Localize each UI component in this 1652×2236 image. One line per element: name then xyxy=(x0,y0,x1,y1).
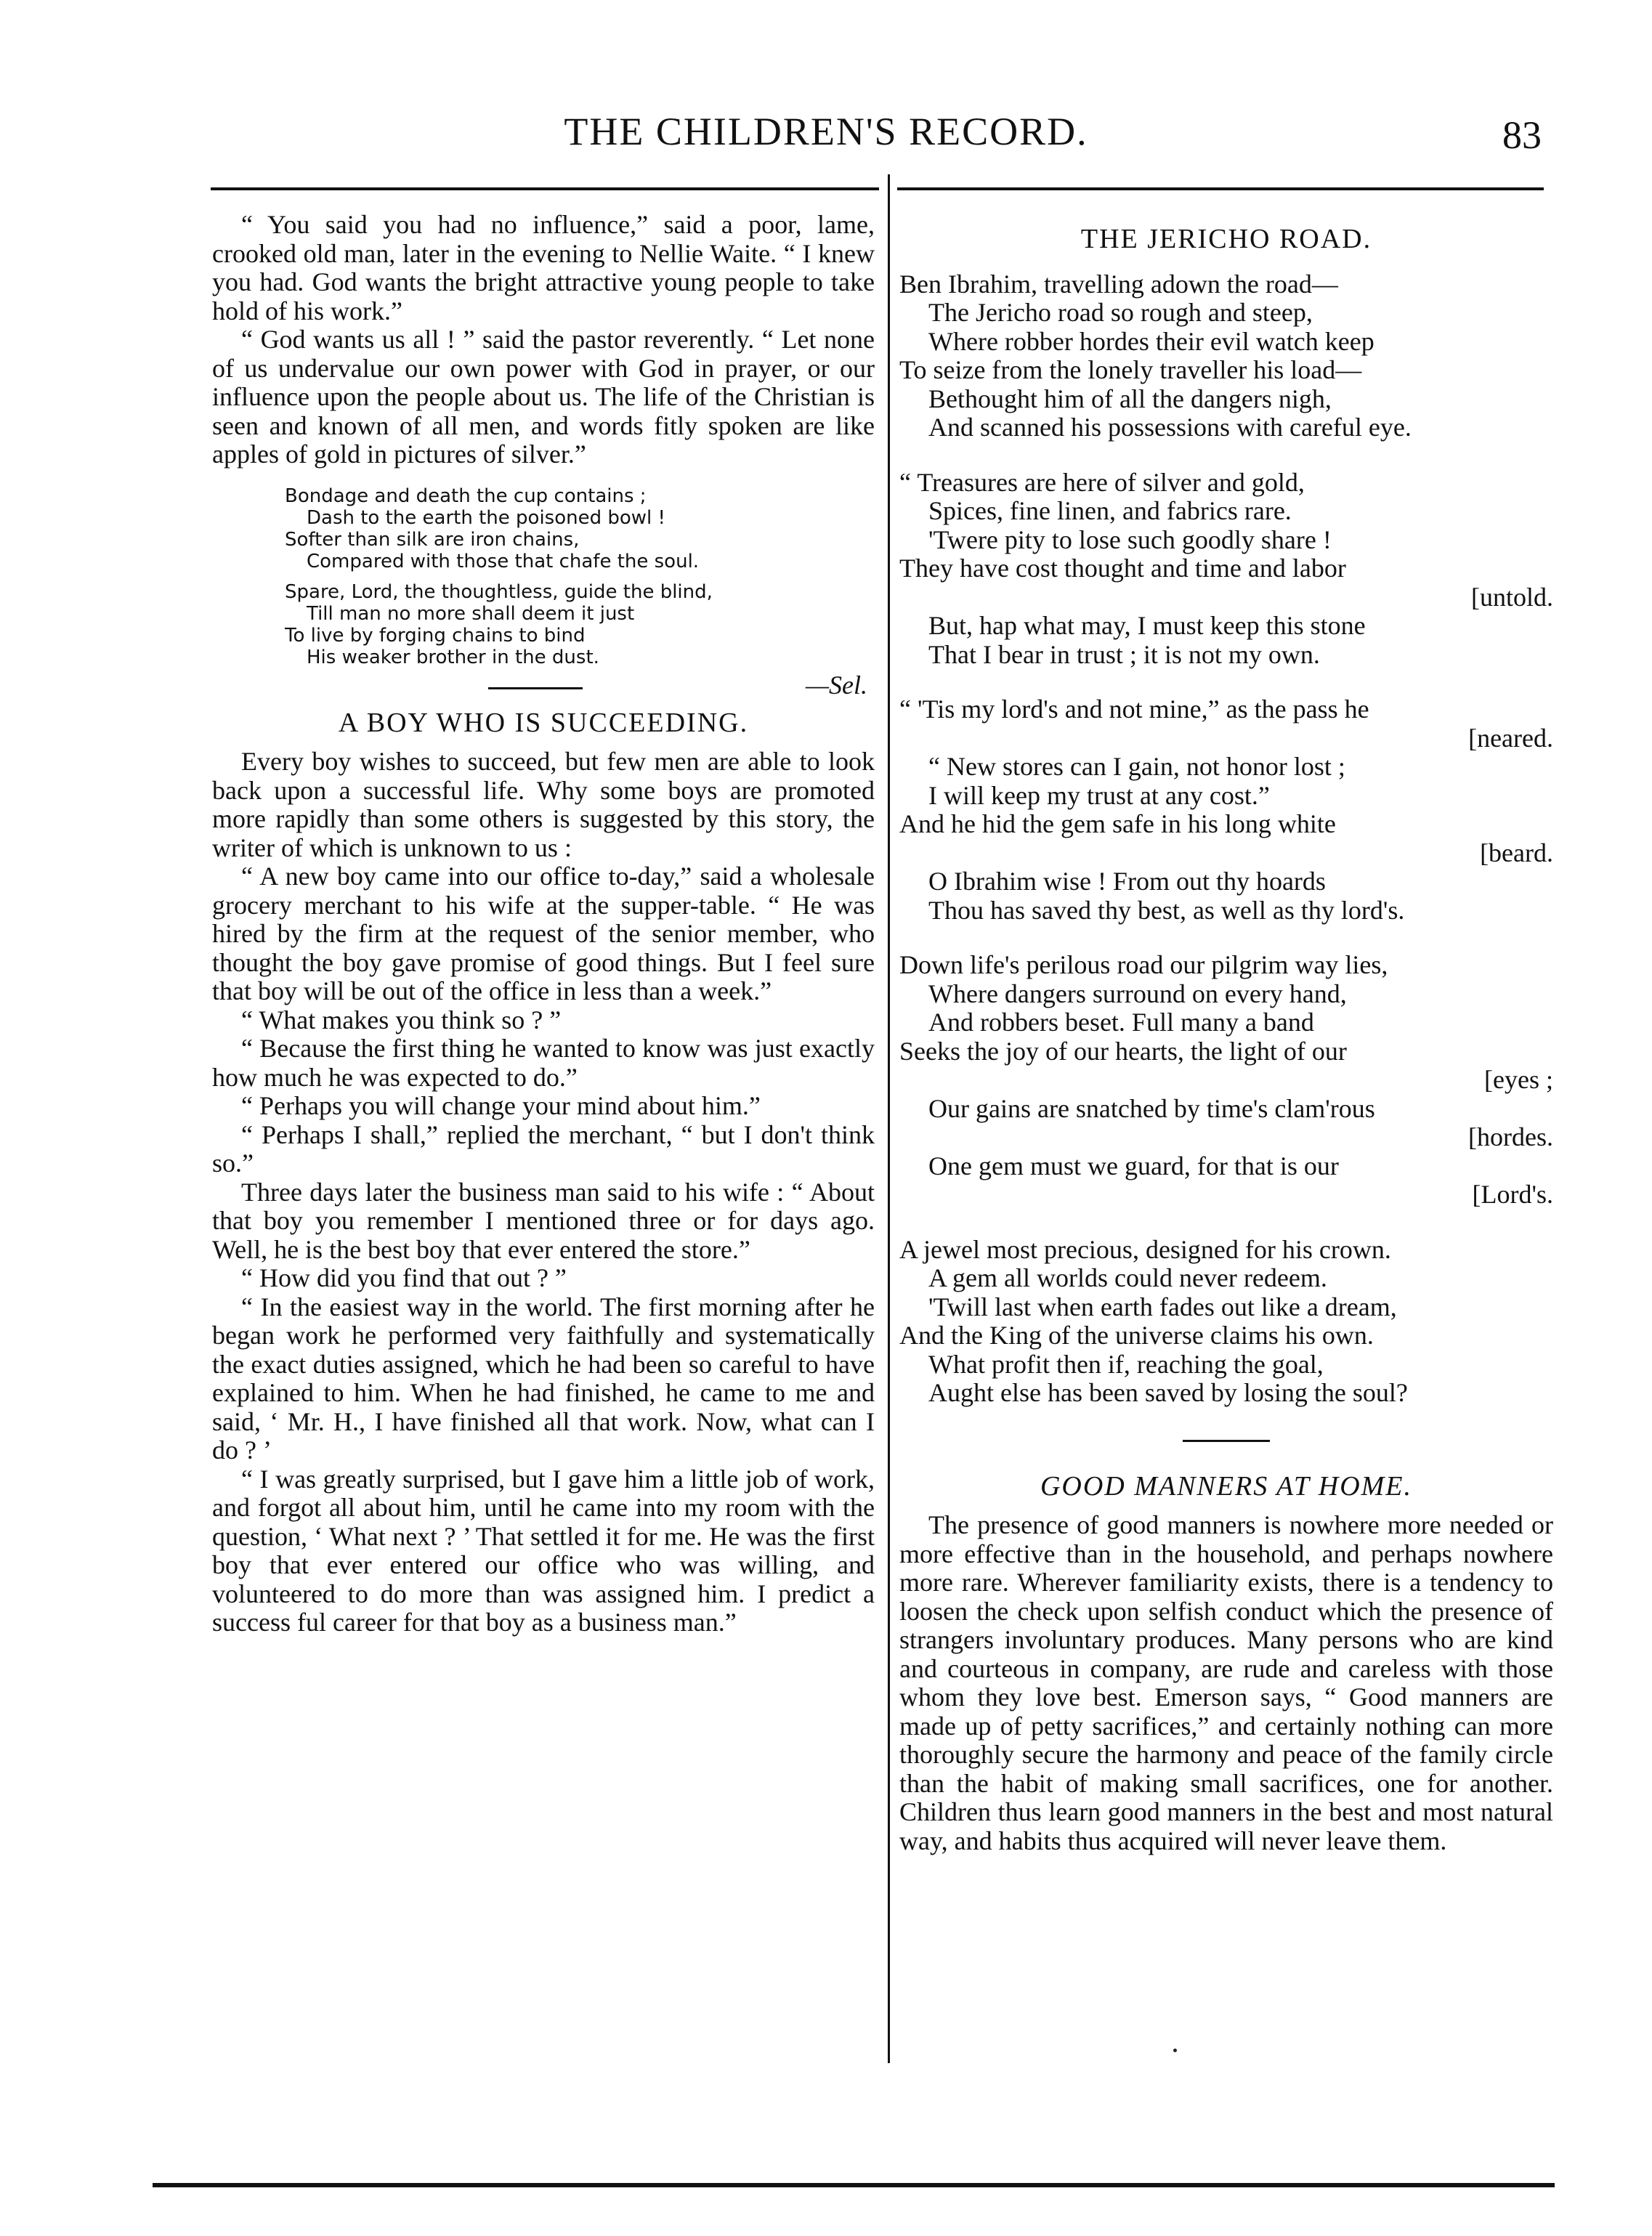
poem-line: But, hap what may, I must keep this stone xyxy=(928,611,1366,640)
section-rule xyxy=(488,687,583,689)
poem-line: I will keep my trust at any cost.” xyxy=(928,780,1270,810)
verse-line: His weaker brother in the dust. xyxy=(307,646,599,668)
verse-line: Dash to the earth the poisoned bowl ! xyxy=(307,506,665,529)
page-number: 83 xyxy=(1502,113,1542,157)
verse-line: Softer than silk are iron chains, xyxy=(285,528,580,551)
poem-line: They have cost thought and time and labor xyxy=(899,554,1346,583)
poem-line: “ 'Tis my lord's and not mine,” as the pass he xyxy=(899,694,1369,724)
poem-line: To seize from the lonely traveller his load— xyxy=(899,355,1362,384)
poem-line: 'Twill last when earth fades out like a dream, xyxy=(928,1292,1397,1321)
poem-line: [eyes ; xyxy=(1484,1065,1553,1094)
paragraph: “ In the easiest way in the world. The first morning after he began work he performed very faithfully and systematically the exact duties assigned, which he had been so careful to have explained to him. When he had finished, he came to me and said, ‘ Mr. H., I have finished all that work. Now, what can I do ? ’ xyxy=(212,1292,875,1465)
poem-line: “ New stores can I gain, not honor lost ; xyxy=(928,752,1345,781)
verse-line: Till man no more shall deem it just xyxy=(307,602,635,625)
paragraph: “ I was greatly surprised, but I gave him a little job of work, and forgot all about him, until he came into my room with the question, ‘ What next ? ’ That settled it for me. He was the first boy that ever entered our office who was willing, and volunteered to do more than was assigned him. I predict a success ful career for that boy as a business man.” xyxy=(212,1464,875,1637)
poem-line: [Lord's. xyxy=(1472,1180,1553,1209)
poem-line: Thou has saved thy best, as well as thy lord's. xyxy=(928,895,1405,925)
poem-line: A jewel most precious, designed for his crown. xyxy=(899,1234,1391,1264)
page-header-title: THE CHILDREN'S RECORD. xyxy=(564,110,1088,153)
poem-line: [hordes. xyxy=(1468,1122,1553,1151)
poem-line: [untold. xyxy=(1471,582,1553,612)
left-column xyxy=(212,211,875,1637)
poem-title: THE JERICHO ROAD. xyxy=(1080,224,1372,254)
verse-block xyxy=(285,485,875,668)
poem-line: Spices, fine linen, and fabrics rare. xyxy=(928,496,1292,525)
poem-line: “ Treasures are here of silver and gold, xyxy=(899,467,1305,497)
column-divider xyxy=(888,174,890,2063)
section-heading: A BOY WHO IS SUCCEEDING. xyxy=(338,707,749,738)
verse-line: Bondage and death the cup contains ; xyxy=(285,485,647,507)
poem-line: Our gains are snatched by time's clam'rous xyxy=(928,1093,1375,1123)
attribution: —Sel. xyxy=(806,670,867,700)
section-rule xyxy=(1183,1440,1270,1442)
attribution-row xyxy=(212,671,875,705)
verse-line: Spare, Lord, the thoughtless, guide the blind, xyxy=(285,580,713,603)
poem-line: And he hid the gem safe in his long white xyxy=(899,809,1336,838)
paragraph: “ A new boy came into our office to-day,” said a wholesale grocery merchant to his wife at the supper-table. “ He was hired by the firm at the request of the senior member, who thought the boy gave promise of good things. But I feel sure that boy will be out of the office in less than a week.” xyxy=(212,862,875,1005)
poem-line: One gem must we guard, for that is our xyxy=(928,1151,1339,1180)
paragraph: Every boy wishes to succeed, but few men are able to look back upon a successful life. Why some boys are promoted more rapidly than some others is suggested by this story, the writer of which is unknown to us : xyxy=(212,747,875,862)
poem-jericho-road xyxy=(899,270,1553,1408)
poem-line: A gem all worlds could never redeem. xyxy=(928,1263,1327,1292)
poem-line: [neared. xyxy=(1468,723,1553,753)
paragraph: “ Perhaps I shall,” replied the merchant, “ but I don't think so.” xyxy=(212,1119,875,1178)
poem-line: Bethought him of all the dangers nigh, xyxy=(928,384,1332,413)
poem-line: Where robber hordes their evil watch keep xyxy=(928,326,1374,356)
poem-line: 'Twere pity to lose such goodly share ! xyxy=(928,524,1332,554)
poem-line: Ben Ibrahim, travelling adown the road— xyxy=(899,269,1338,299)
poem-line: That I bear in trust ; it is not my own. xyxy=(928,639,1320,669)
poem-line: Aught else has been saved by losing the soul? xyxy=(928,1378,1408,1407)
section-heading: GOOD MANNERS AT HOME. xyxy=(1040,1470,1413,1502)
verse-line: To live by forging chains to bind xyxy=(285,624,586,647)
poem-line: What profit then if, reaching the goal, xyxy=(928,1349,1324,1379)
paragraph: “ What makes you think so ? ” xyxy=(241,1005,562,1034)
poem-line: Where dangers surround on every hand, xyxy=(928,979,1347,1008)
poem-line: Down life's perilous road our pilgrim way lies, xyxy=(899,950,1388,979)
right-column xyxy=(899,211,1553,1855)
header-rule-left xyxy=(211,187,879,190)
paragraph: “ Because the first thing he wanted to know was just exactly how much he was expected to do.” xyxy=(212,1034,875,1092)
poem-line: O Ibrahim wise ! From out thy hoards xyxy=(928,867,1326,896)
verse-line: Compared with those that chafe the soul. xyxy=(307,550,700,572)
poem-line: Seeks the joy of our hearts, the light of our xyxy=(899,1036,1347,1066)
paragraph: Three days later the business man said to his wife : “ About that boy you remember I mentioned three or for days ago. Well, he is the best boy that ever entered the store.” xyxy=(212,1177,875,1264)
paragraph: “ How did you find that out ? ” xyxy=(241,1263,567,1292)
poem-line: And the King of the universe claims his own. xyxy=(899,1321,1374,1350)
paragraph: “ You said you had no influence,” said a poor, lame, crooked old man, later in the evening to Nellie Waite. “ I knew you had. God wants the bright attractive young people to take hold of his work.” xyxy=(212,210,875,325)
print-speck xyxy=(1173,2049,1177,2052)
paragraph: “ Perhaps you will change your mind about him.” xyxy=(241,1091,761,1120)
poem-line: The Jericho road so rough and steep, xyxy=(928,298,1313,327)
paragraph: The presence of good manners is nowhere more needed or more effective than in the household, and perhaps nowhere more rare. Wherever familiarity exists, there is a tendency to loosen the check upon selfish conduct which the presence of strangers involuntary produces. Many persons who are kind and courteous in company, are rude and careless with those whom they love best. Emerson says, “ Good manners are made up of petty sacrifices,” and certainly nothing can more thoroughly secure the harmony and peace of the family circle than the habit of making small sacrifices, one for another. Children thus learn good manners in the best and most natural way, and habits thus acquired will never leave them. xyxy=(899,1510,1553,1855)
paragraph: “ God wants us all ! ” said the pastor reverently. “ Let none of us undervalue our own power with God in prayer, or our influence upon the people about us. The life of the Christian is seen and known of all men, and words fitly spoken are like apples of gold in pictures of silver.” xyxy=(212,325,875,469)
poem-line: [beard. xyxy=(1480,838,1553,867)
poem-line: And scanned his possessions with careful eye. xyxy=(928,413,1412,442)
header-rule-right xyxy=(897,187,1544,190)
footer-rule xyxy=(153,2183,1555,2187)
poem-line: And robbers beset. Full many a band xyxy=(928,1008,1314,1037)
